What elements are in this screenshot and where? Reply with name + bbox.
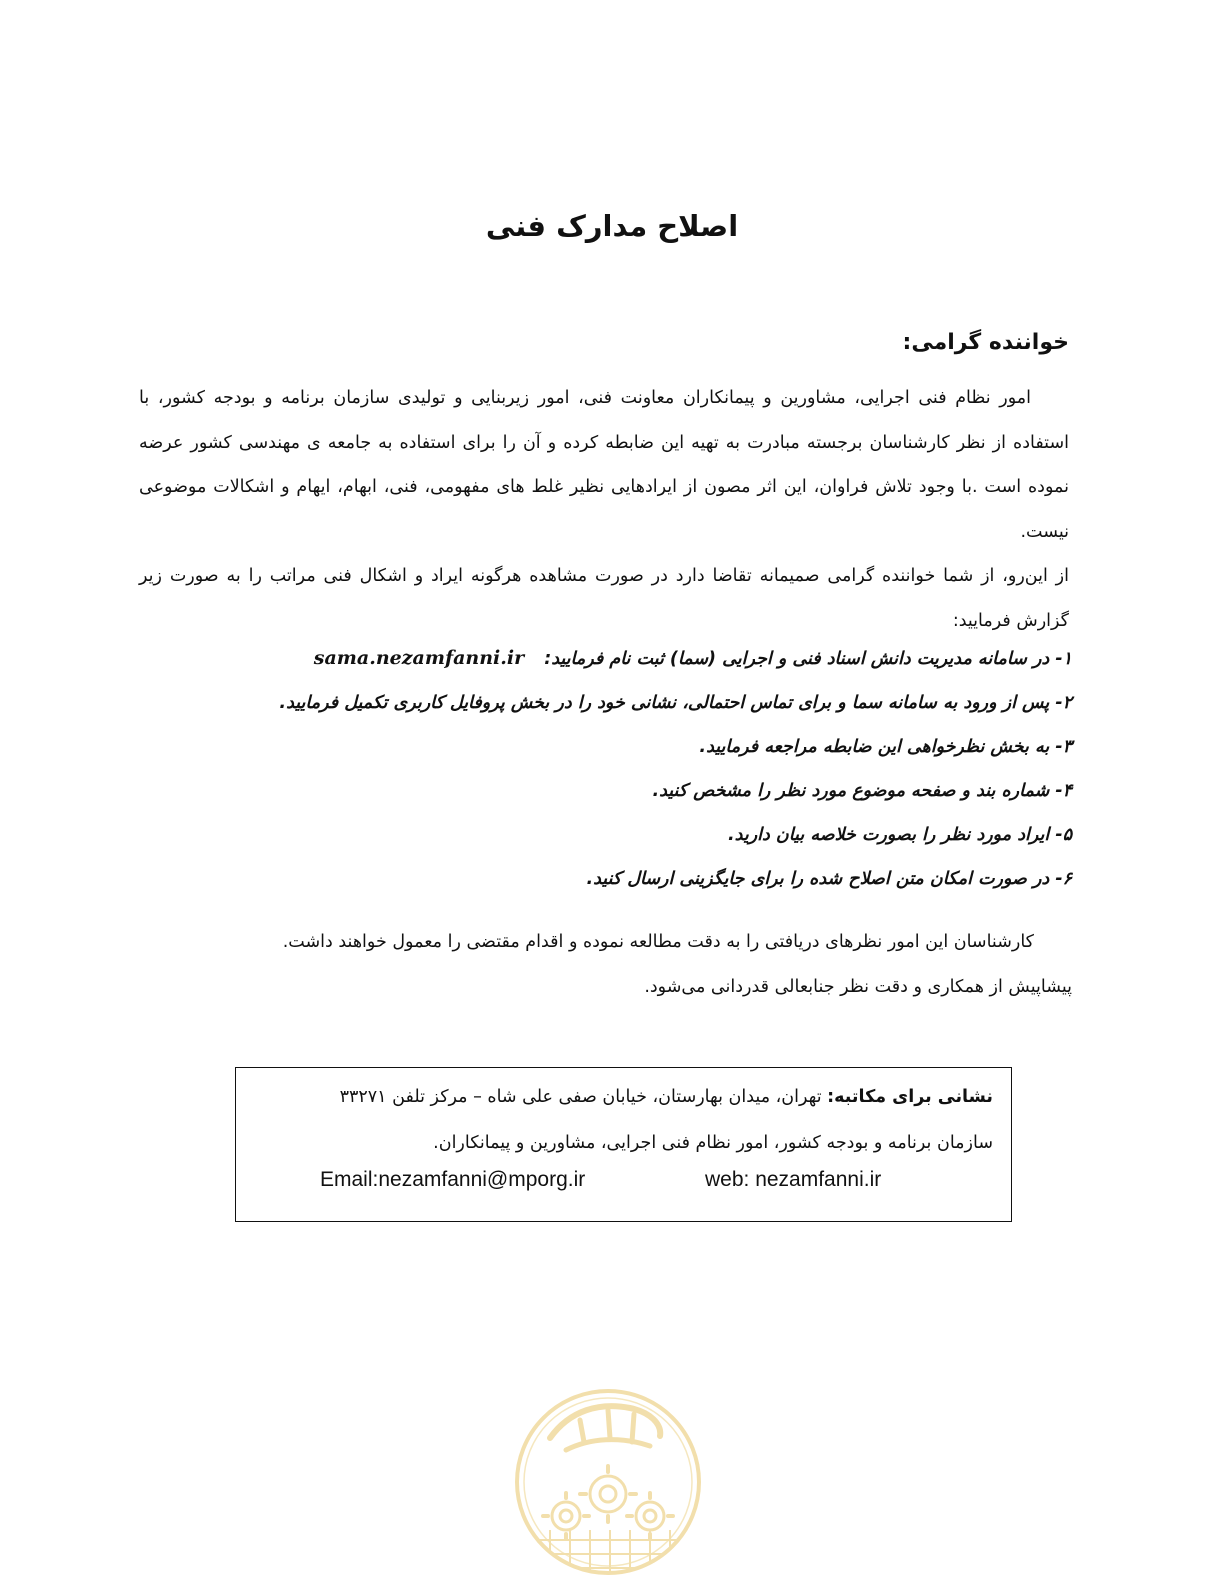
salutation: خواننده گرامی: [902,330,1069,355]
closing-paragraph-2: پیشاپیش از همکاری و دقت نظر جنابعالی قدردانی می‌شود. [644,977,1072,997]
contact-address: تهران، میدان بهارستان، خیابان صفی علی شاه – مرکز تلفن ۳۳۲۷۱ [339,1087,822,1107]
closing-text [142,920,1072,1010]
intro-text [139,376,1069,643]
omour-peyman-seal-icon [510,1380,706,1584]
step-item-1 [132,636,1072,681]
step-text: ۴- شماره بند و صفحه موضوع مورد نظر را مشخص کنید. [652,781,1072,801]
contact-email-link[interactable]: Email:nezamfanni@mporg.ir [320,1168,586,1191]
step-item-3 [132,725,1072,769]
step-item-4 [132,769,1072,813]
step-item-5 [132,813,1072,857]
step-item-6 [132,857,1072,901]
intro-paragraph-1: امور نظام فنی اجرایی، مشاورین و پیمانکاران معاونت فنی، امور زیربنایی و تولیدی سازمان برنامه و بودجه کشور، با استفاده از نظر کارشناسان برجسته مبادرت به تهیه این ضابطه کرده و آن را برای استفاده به جامعه ی مهندسی کشور عرضه نموده است .با وجود تلاش فراوان، این اثر مصون از ایرادهایی نظیر غلط های مفهومی، فنی، ابهام، ایهام و اشکالات موضوعی نیست. [139,388,1069,542]
step-text: ۵- ایراد مورد نظر را بصورت خلاصه بیان دارید. [728,825,1072,845]
intro-paragraph-2: از این‌رو، از شما خواننده گرامی صمیمانه تقاضا دارد در صورت مشاهده هرگونه ایراد و اشکال فنی مراتب را به صورت زیر گزارش فرمایید: [139,566,1069,631]
sama-link[interactable]: sama.nezamfanni.ir [313,647,525,669]
contact-address-line [253,1082,993,1112]
step-text: ۳- به بخش نظرخواهی این ضابطه مراجعه فرمایید. [699,737,1072,757]
step-text: ۲- پس از ورود به سامانه سما و برای تماس احتمالی، نشانی خود را در بخش پروفایل کاربری تکمیل فرمایید. [279,693,1072,713]
contact-web-link[interactable]: web: nezamfanni.ir [705,1168,882,1191]
contact-web-row [236,1168,1013,1200]
page-title: اصلاح مدارک فنی [485,209,739,243]
step-text: ۶- در صورت امکان متن اصلاح شده را برای جایگزینی ارسال کنید. [586,869,1072,889]
contact-box [235,1067,1012,1222]
contact-organization: سازمان برنامه و بودجه کشور، امور نظام فنی اجرایی، مشاورین و پیمانکاران. [433,1133,993,1153]
step-text: ۱- در سامانه مدیریت دانش اسناد فنی و اجرایی (سما) ثبت نام فرمایید: [544,649,1072,669]
contact-label: نشانی برای مکاتبه: [827,1087,993,1107]
instruction-steps [132,636,1072,901]
step-item-2 [132,681,1072,725]
closing-paragraph-1: کارشناسان این امور نظرهای دریافتی را به دقت مطالعه نموده و اقدام مقتضی را معمول خواهند داشت. [282,932,1034,952]
